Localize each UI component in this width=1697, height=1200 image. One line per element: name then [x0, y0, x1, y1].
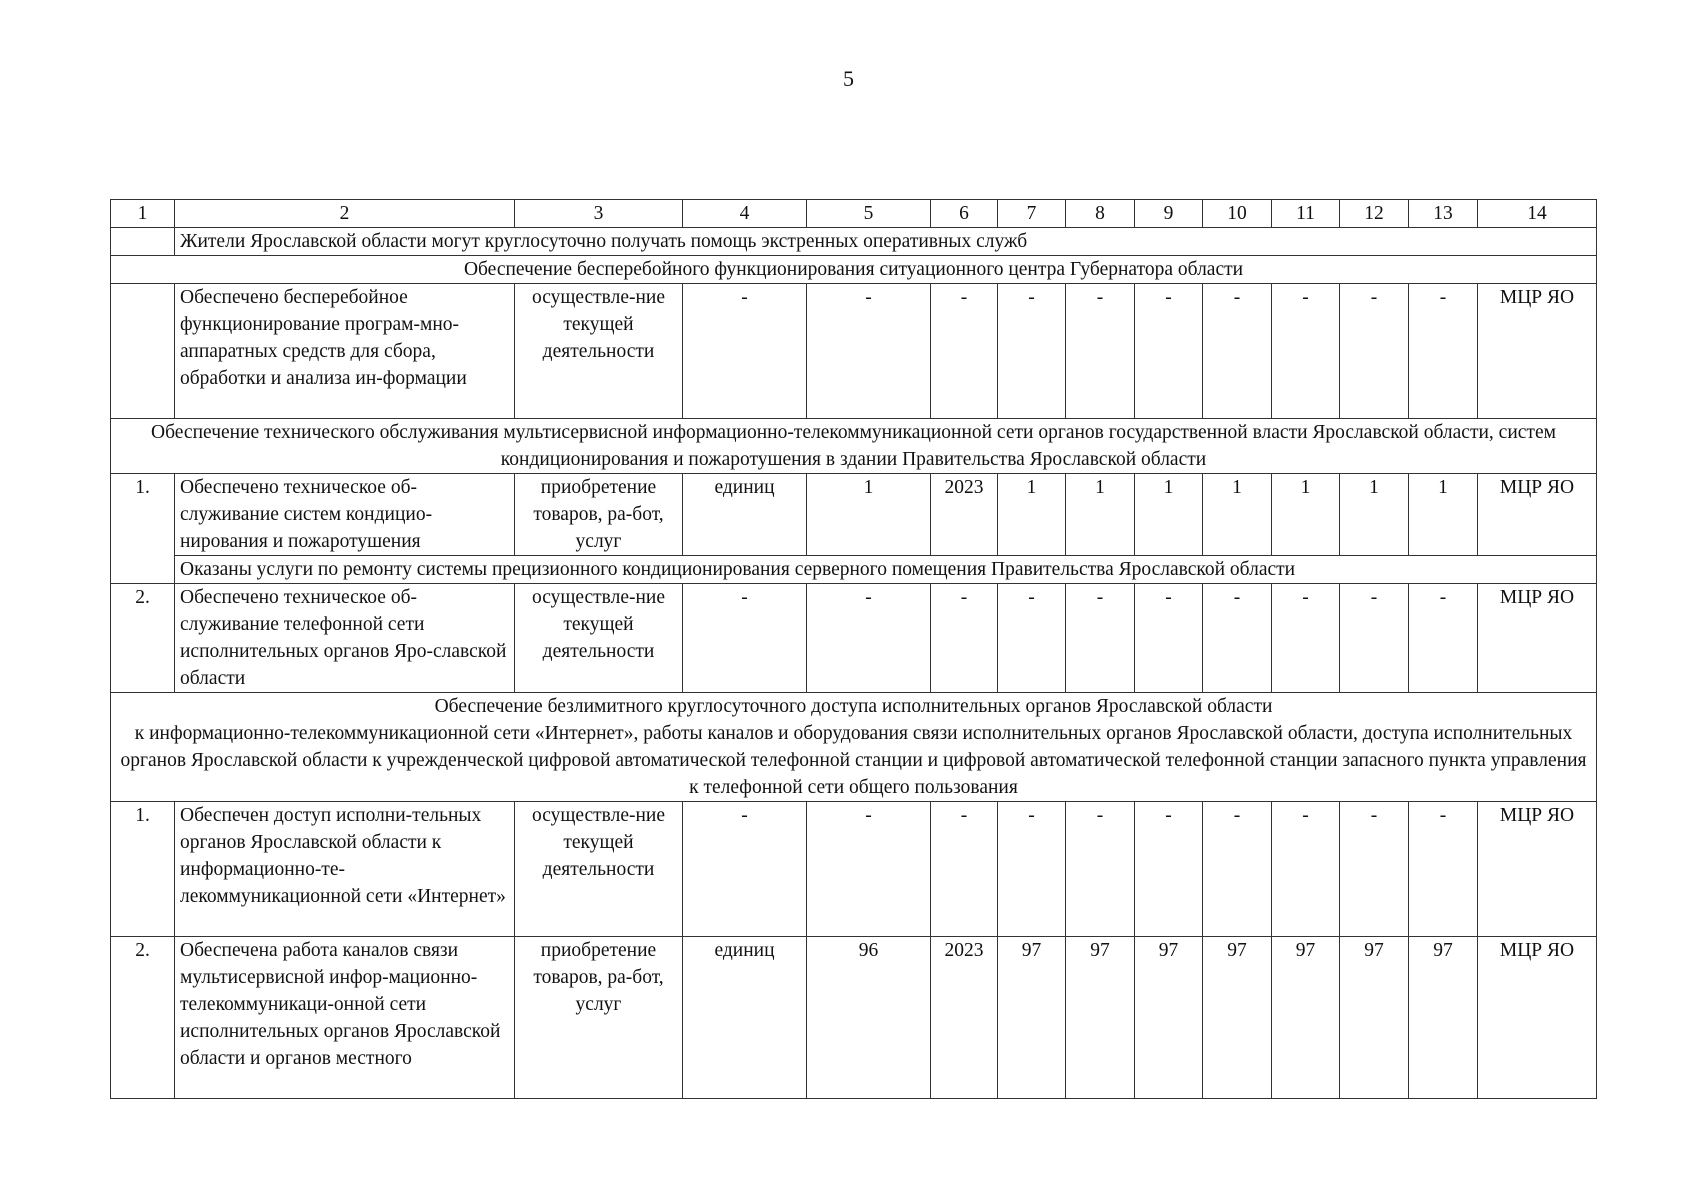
cell-value: - [1340, 584, 1409, 693]
cell-base-value: - [807, 284, 931, 419]
cell-value: - [1135, 802, 1203, 937]
row-number: 2. [111, 937, 175, 1099]
row-name: Обеспечен доступ исполни-тельных органов Ярославской области к информационно-те-лекоммуникационной сети «Интернет» [175, 802, 515, 937]
col-header: 3 [515, 200, 683, 228]
cell-value: - [998, 284, 1066, 419]
cell-base-year: 2023 [931, 474, 998, 556]
cell-executor: МЦР ЯО [1478, 584, 1597, 693]
row-note [111, 556, 1597, 584]
col-header: 12 [1340, 200, 1409, 228]
cell-base-year: - [931, 584, 998, 693]
row-type: приобретение товаров, ра-бот, услуг [515, 937, 683, 1099]
cell-unit: единиц [683, 474, 807, 556]
col-header: 13 [1409, 200, 1478, 228]
cell-value: - [1066, 284, 1135, 419]
col-header: 5 [807, 200, 931, 228]
cell-executor: МЦР ЯО [1478, 284, 1597, 419]
cell-value: - [1409, 584, 1478, 693]
cell-value: - [1272, 584, 1340, 693]
cell-value: - [1409, 802, 1478, 937]
section-title-rest: к информационно-телекоммуникационной сети «Интернет», работы каналов и оборудования связи исполнительных органов Ярославской области, доступа исполнительных органов Ярославской области к учрежденческой цифровой автоматической телефонной станции и цифровой автоматической телефонной станции запасного пункта управления к телефонной сети общего пользования [120, 723, 1587, 798]
cell-base-value: 96 [807, 937, 931, 1099]
cell-value: - [1066, 584, 1135, 693]
col-header: 10 [1203, 200, 1272, 228]
col-header: 6 [931, 200, 998, 228]
section-title: Обеспечение технического обслуживания мультисервисной информационно-телекоммуникационной сети органов государственной власти Ярославской области, систем кондиционирования и пожаротушения в здании Правительства Ярославской области [111, 419, 1597, 474]
cell-base-value: - [807, 584, 931, 693]
section-title-row [111, 693, 1597, 802]
cell-value: 97 [1203, 937, 1272, 1099]
col-header: 9 [1135, 200, 1203, 228]
indicators-table [110, 199, 1597, 1099]
page-number: 5 [843, 66, 854, 91]
cell-base-value: - [807, 802, 931, 937]
cell-value: 1 [1135, 474, 1203, 556]
col-header: 1 [111, 200, 175, 228]
cell-value: 97 [1340, 937, 1409, 1099]
result-subtitle: Жители Ярославской области могут круглосуточно получать помощь экстренных оперативных служб [175, 228, 1597, 256]
table-row [111, 284, 1597, 419]
row-type: осуществле-ние текущей деятельности [515, 584, 683, 693]
cell-value: 97 [998, 937, 1066, 1099]
cell-value: 1 [1066, 474, 1135, 556]
row-name: Обеспечено техническое об-служивание телефонной сети исполнительных органов Яро-славской области [175, 584, 515, 693]
section-title-row [111, 419, 1597, 474]
col-header: 2 [175, 200, 515, 228]
cell-value: - [1066, 802, 1135, 937]
table-row [111, 584, 1597, 693]
cell-value: 97 [1135, 937, 1203, 1099]
section-subtitle-row [111, 228, 1597, 256]
cell-base-value: 1 [807, 474, 931, 556]
cell-value: - [1203, 284, 1272, 419]
cell-value: 1 [1203, 474, 1272, 556]
section-title [111, 693, 1597, 802]
cell-value: 1 [998, 474, 1066, 556]
cell-value: 1 [1409, 474, 1478, 556]
section-title-line: Обеспечение безлимитного круглосуточного доступа исполнительных органов Ярославской области [434, 696, 1273, 717]
cell-value: 1 [1272, 474, 1340, 556]
cell-executor: МЦР ЯО [1478, 937, 1597, 1099]
cell-value: 1 [1340, 474, 1409, 556]
cell-value: - [1272, 802, 1340, 937]
section-title-row [111, 256, 1597, 284]
col-header: 7 [998, 200, 1066, 228]
col-header: 14 [1478, 200, 1597, 228]
cell-unit: - [683, 802, 807, 937]
row-name: Обеспечена работа каналов связи мультисервисной инфор-мационно-телекоммуникаци-онной сети исполнительных органов Ярославской области и органов местного [175, 937, 515, 1099]
cell-value: - [1409, 284, 1478, 419]
row-number [111, 284, 175, 419]
table-row [111, 474, 1597, 556]
cell-value: - [1203, 802, 1272, 937]
col-header: 8 [1066, 200, 1135, 228]
cell-base-year: - [931, 284, 998, 419]
cell-value: 97 [1409, 937, 1478, 1099]
cell-value: - [1272, 284, 1340, 419]
section-title: Обеспечение бесперебойного функционирования ситуационного центра Губернатора области [111, 256, 1597, 284]
cell-value: - [1135, 284, 1203, 419]
cell-value: - [998, 584, 1066, 693]
row-name: Обеспечено техническое об-служивание систем кондицио-нирования и пожаротушения [175, 474, 515, 556]
row-name: Обеспечено бесперебойное функционирование програм-мно-аппаратных средств для сбора, обработки и анализа ин-формации [175, 284, 515, 419]
cell-value: 97 [1272, 937, 1340, 1099]
col-header: 11 [1272, 200, 1340, 228]
table-row [111, 937, 1597, 1099]
row-type: приобретение товаров, ра-бот, услуг [515, 474, 683, 556]
cell-value: - [1135, 584, 1203, 693]
cell-value: - [1203, 584, 1272, 693]
cell-value: - [1340, 284, 1409, 419]
row-type: осуществле-ние текущей деятельности [515, 802, 683, 937]
cell-base-year: - [931, 802, 998, 937]
cell-value: 97 [1066, 937, 1135, 1099]
col-header: 4 [683, 200, 807, 228]
row-note-text: Оказаны услуги по ремонту системы прецизионного кондиционирования серверного помещения Правительства Ярославской области [175, 556, 1597, 584]
cell-value: - [1340, 802, 1409, 937]
column-numbers-row [111, 200, 1597, 228]
cell-value: - [998, 802, 1066, 937]
row-number: 1. [111, 474, 175, 584]
cell-base-year: 2023 [931, 937, 998, 1099]
cell-unit: - [683, 584, 807, 693]
cell-unit: - [683, 284, 807, 419]
table-row [111, 802, 1597, 937]
row-number: 1. [111, 802, 175, 937]
cell-executor: МЦР ЯО [1478, 474, 1597, 556]
row-number: 2. [111, 584, 175, 693]
cell-unit: единиц [683, 937, 807, 1099]
row-type: осуществле-ние текущей деятельности [515, 284, 683, 419]
cell-executor: МЦР ЯО [1478, 802, 1597, 937]
